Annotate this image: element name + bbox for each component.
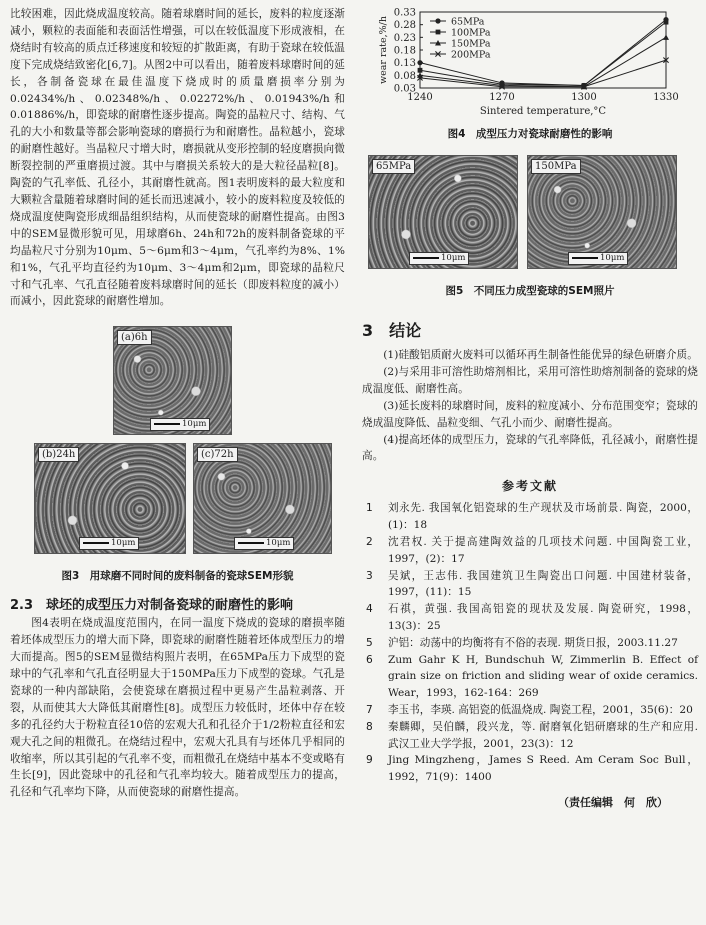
data-point: [664, 20, 669, 25]
data-point: [435, 18, 440, 23]
reference-item: 2 沈君权. 关于提高建陶效益的几项技术问题. 中国陶瓷工业，1997，(2)：17: [366, 535, 698, 565]
sem-image-6h: [113, 326, 232, 435]
y-tick-label: 0.18: [393, 45, 416, 57]
section-heading-2-3: 2.3 球坯的成型压力对制备瓷球的耐磨性的影响: [10, 598, 294, 614]
reference-item: 9 Jing Mingzheng，James S Reed. Am Ceram Soc Bull，1992，71(9)：1400: [366, 754, 698, 784]
figure-4-chart: [362, 4, 698, 122]
legend-label: 150MPa: [451, 38, 491, 50]
sem-label-72h: (c)72h: [197, 447, 238, 462]
data-point: [436, 30, 441, 35]
conclusion-item-1: (1)硅酸铝质耐火废料可以循环再生制备性能优异的绿色研磨介质。: [383, 349, 698, 361]
left-column: [10, 6, 345, 801]
x-tick-label: 1270: [489, 92, 515, 103]
sem-image-65mpa: [368, 155, 518, 269]
figure-4-caption: 图4 成型压力对瓷球耐磨性的影响: [447, 128, 613, 140]
x-axis-label: Sintered temperature,°C: [479, 106, 607, 117]
figure-3-caption: 图3 用球磨不同时间的废料制备的瓷球SEM形貌: [61, 570, 294, 583]
sem-image-24h: [34, 443, 186, 554]
sem-image-72h: [193, 443, 332, 554]
body-paragraph-1: 比较困难，因此烧成温度较高。随着球磨时间的延长，废料的粒度逐渐减小，颗粒的表面能和表面活性增强，可以在较低温度下形成液相，在烧结时有较高的质点迁移速度和较短的扩散距离，有助于瓷球在较低温度下完成烧结致密化[6,7]。从图2中可以看出，随着废料球磨时间的延长，各制备瓷球在最佳温度下烧成时的质量磨损率分别为 0.02434%/h、0.02348%/h、0.02272%/h、0.01943%/h和0.01886%/h，即瓷球的耐磨性逐步提高。陶瓷的晶粒尺寸、结构、气孔的大小和数量等都会影响瓷球的磨损行为和耐磨性。晶粒越小，瓷球的耐磨性越好。当晶粒尺寸增大时，磨损就从变形控制的轻度磨损向微断裂控制的严重磨损过渡。其中与磨损关系较大的是大粒径晶粒[8]。陶瓷的气孔率低、孔径小，其耐磨性就高。图1表明废料的最大粒度和大颗粒含量随着球磨时间的延长而迅速减小，较小的废料粒度及较低的烧成温度使陶瓷形成细晶组织结构，从而使瓷球的耐磨性提高。由图3中的SEM显微形貌可见，用球磨6h、24h和72h的废料制备瓷球的平均晶粒尺寸分别为10μm、5～6μm和3～4μm，气孔率约为8%、1%和1%，气孔平均直径约为10μm、3～4μm和2μm，即瓷球的晶粒尺寸和气孔率、气孔直径随着废料球磨时间的延长（即废料粒度的减小）而减小，因此瓷球的耐磨性增加。: [10, 8, 345, 308]
reference-item: 5 沪铝：动荡中的均衡将有不俗的表现. 期货日报，2003.11.27: [366, 636, 678, 649]
sem-scale-65mpa: 10μm: [409, 252, 469, 265]
data-point: [417, 60, 422, 65]
conclusion-item-4: (4)提高坯体的成型压力，瓷球的气孔率降低，孔径减小，耐磨性提高。: [362, 433, 698, 463]
reference-item: 1 刘永先. 我国氧化铝瓷球的生产现状及市场前景. 陶瓷，2000，(1)：18: [366, 502, 698, 532]
figure-3: [10, 318, 345, 568]
legend-label: 100MPa: [451, 27, 491, 39]
reference-list: [362, 500, 698, 786]
sem-scale-150mpa: 10μm: [568, 252, 628, 265]
figure-5: [362, 155, 698, 283]
y-tick-label: 0.33: [393, 7, 416, 19]
legend-label: 65MPa: [451, 16, 485, 28]
y-tick-label: 0.03: [393, 83, 416, 95]
x-tick-label: 1300: [571, 92, 597, 103]
y-tick-label: 0.28: [393, 20, 416, 32]
references-heading: 参考文献: [501, 479, 558, 494]
sem-label-6h: (a)6h: [117, 330, 152, 345]
body-paragraph-2: 图4表明在烧成温度范围内，在同一温度下烧成的瓷球的磨损率随着坯体成型压力的增大而下降，即瓷球的耐磨性随着坯体成型压力的增大而提高。图5的SEM显微结构照片表明，在65MPa压力下成型的瓷球中的气孔率和气孔直径明显大于150MPa压力下成型的瓷球。气孔是瓷球的一种内部缺陷，会使瓷球在磨损过程中更易产生晶粒剥落、开裂，从而使其大大降低其耐磨性[8]。成型压力较低时，坯体中存在较多的孔径约大于粉粒直径10倍的宏观大孔和孔径介于1/2粉粒直径和宏观大孔之间的粗微孔。在烧结过程中，宏观大孔具有与坯体几乎相同的收缩率，所以其引起的气孔率不变，而粗微孔在烧结中基本不变或略有生长[9]，因此瓷球中的孔径和气孔率均较大。随着成型压力的提高，孔径和气孔率均下降，从而使瓷球的耐磨性提高。: [10, 617, 346, 799]
sem-label-150mpa: 150MPa: [531, 159, 581, 174]
sem-scale-24h: 10μm: [79, 537, 139, 550]
wear-rate-chart: [362, 4, 698, 122]
sem-label-65mpa: 65MPa: [372, 159, 415, 174]
sem-label-24h: (b)24h: [38, 447, 79, 462]
reference-item: 4 石祺，黄强. 我国高铝瓷的现状及发展. 陶瓷研究，1998，13(3)：25: [366, 603, 698, 632]
data-point: [418, 68, 423, 73]
y-axis-label: wear rate,%/h: [378, 16, 389, 84]
reference-item: 8 秦麟卿，吴伯麟，段兴龙，等. 耐磨氧化铝研磨球的生产和应用. 武汉工业大学学报，2001，23(3)：12: [366, 720, 698, 750]
y-tick-label: 0.08: [393, 70, 416, 82]
conclusion-item-3: (3)延长废料的球磨时间，废料的粒度减小、分布范围变窄；瓷球的烧成温度降低、晶粒变细、气孔小而少、耐磨性提高。: [362, 399, 698, 429]
x-tick-label: 1330: [653, 92, 679, 103]
y-tick-label: 0.23: [393, 32, 416, 44]
figure-5-caption: 图5 不同压力成型瓷球的SEM照片: [445, 285, 615, 297]
series-line: [420, 60, 666, 87]
reference-item: 3 吴斌，王志伟. 我国建筑卫生陶瓷出口问题. 中国建材装备，1997，(11)：15: [366, 569, 698, 599]
right-column: [362, 4, 698, 810]
sem-image-150mpa: [527, 155, 677, 269]
y-tick-label: 0.13: [393, 58, 416, 70]
editor-note: （责任编辑 何 欣）: [558, 795, 668, 809]
reference-item: 6 Zum Gahr K H, Bundschuh W, Zimmerlin B. Effect of grain size on friction and sliding wear of oxide ceramics. Wear，1993，162-164：269: [366, 653, 698, 700]
conclusion-heading: 3 结论: [362, 321, 422, 340]
legend-label: 200MPa: [451, 49, 491, 61]
data-point: [663, 34, 669, 39]
conclusion-item-2: (2)与采用非可溶性助熔剂相比，采用可溶性助熔剂制备的瓷球的烧成温度低、耐磨性高。: [362, 365, 698, 395]
sem-scale-72h: 10μm: [234, 537, 294, 550]
sem-scale-6h: 10μm: [150, 418, 210, 431]
reference-item: 7 李玉书，李瑛. 高铝瓷的低温烧成. 陶瓷工程，2001，35(6)：20: [366, 703, 693, 716]
conclusion-list: [362, 347, 698, 465]
x-tick-label: 1240: [407, 92, 433, 103]
